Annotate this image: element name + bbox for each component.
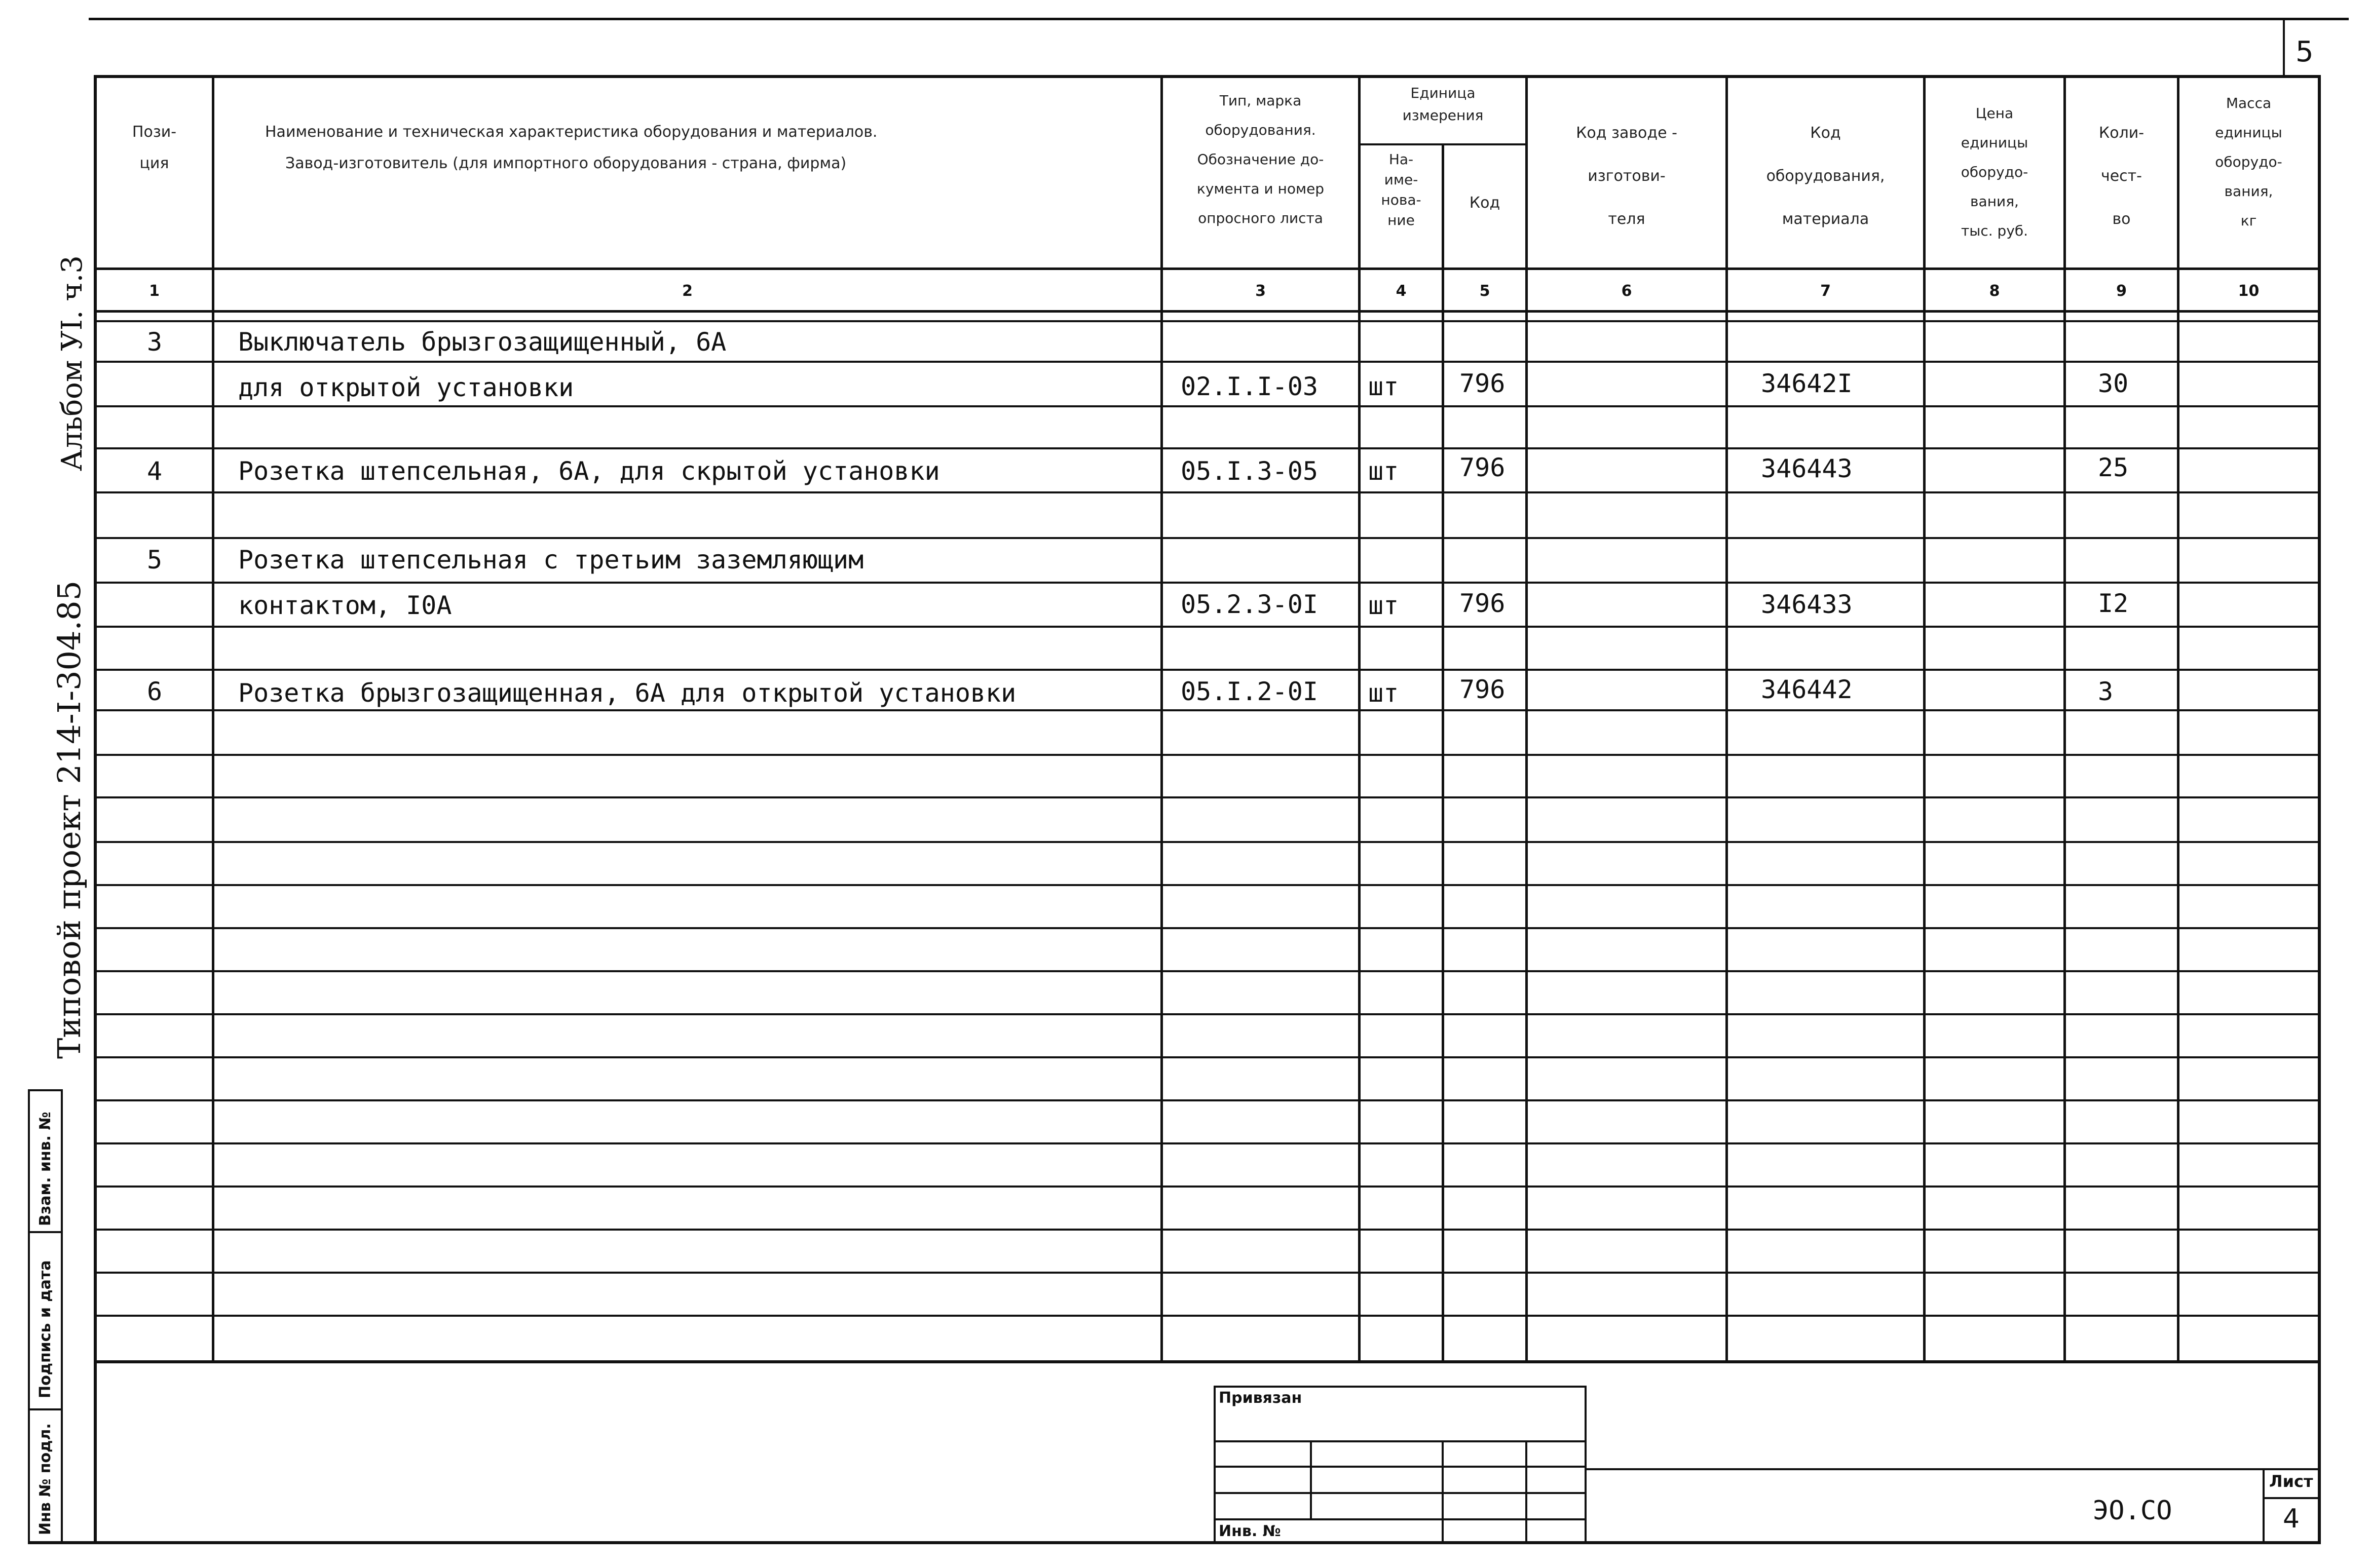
- table-row-line: [97, 669, 2318, 671]
- stamp-box-row4: [1214, 1518, 1586, 1520]
- table-row-line: [97, 796, 2318, 798]
- inv-number-label: Инв. №: [1219, 1522, 1281, 1540]
- row-position: 3: [146, 327, 163, 357]
- table-row-line: [97, 927, 2318, 929]
- table-row-line: [97, 754, 2318, 756]
- header-mass: Масса единицы оборудо- вания, кг: [2215, 95, 2282, 229]
- table-row-line: [97, 267, 2318, 270]
- table-row-line: [97, 1229, 2318, 1231]
- stamp-field-signature-date: Подпись и дата: [36, 1260, 54, 1398]
- row-equipment-code: 34642I: [1761, 369, 1853, 398]
- row-name: Розетка штепсельная, 6А, для скрытой установки: [238, 456, 940, 486]
- stamp-field-replaced-inv: Взам. инв. №: [36, 1112, 54, 1226]
- table-row-line: [97, 361, 2318, 363]
- table-row-line: [97, 970, 2318, 972]
- stamp-box-row3: [1214, 1492, 1586, 1494]
- stamp-box-row2: [1214, 1466, 1586, 1468]
- top-border-line: [89, 18, 2349, 20]
- project-label: Типовой проект 214-I-304.85: [51, 580, 88, 1059]
- table-row-line: [97, 1142, 2318, 1144]
- table-row-line: [97, 537, 2318, 539]
- column-number-7: 7: [1820, 282, 1831, 300]
- header-unit-code: Код: [1469, 194, 1500, 212]
- header-type: Тип, марка оборудования. Обозначение до- кумента и номер опросного листа: [1196, 92, 1325, 226]
- row-name: Розетка брызгозащищенная, 6А для открытой установки: [238, 678, 1017, 708]
- sheet-label: Лист: [2269, 1472, 2313, 1491]
- stamp-box-top: [1214, 1386, 1586, 1388]
- table-row-line: [97, 1315, 2318, 1317]
- row-quantity: I2: [2098, 589, 2129, 618]
- row-unit: шт: [1368, 678, 1399, 708]
- row-unit: шт: [1368, 591, 1399, 620]
- sheet-number: 4: [2283, 1504, 2300, 1534]
- frame-right: [2318, 75, 2321, 1544]
- row-name: Розетка штепсельная с третьим заземляющим: [238, 545, 864, 575]
- column-number-1: 1: [149, 282, 160, 300]
- table-row-line: [97, 1099, 2318, 1101]
- row-quantity: 3: [2098, 677, 2114, 706]
- row-quantity: 30: [2098, 369, 2129, 398]
- side-strip-top: [28, 1089, 62, 1091]
- row-unit-code: 796: [1459, 675, 1506, 704]
- frame-bottom: [28, 1541, 2321, 1544]
- stamp-box-row1: [1214, 1440, 1586, 1442]
- row-equipment-code: 346443: [1761, 454, 1853, 483]
- col-line-4: [1442, 144, 1444, 1362]
- column-number-5: 5: [1479, 282, 1490, 300]
- header-unit: Единица измерения: [1402, 85, 1484, 124]
- column-number-8: 8: [1989, 282, 2000, 300]
- document-code: ЭО.СО: [2093, 1496, 2172, 1526]
- column-number-10: 10: [2238, 282, 2260, 300]
- row-unit: шт: [1368, 372, 1399, 401]
- header-name: Наименование и техническая характеристика оборудования и материалов. Завод-изготовитель (для импортного оборудования - страна, фирма): [265, 123, 878, 172]
- stamp-box-col2: [1442, 1440, 1444, 1542]
- table-row-line: [97, 582, 2318, 584]
- unit-subheader-line: [1358, 143, 1525, 145]
- stamp-box-col1: [1310, 1440, 1312, 1519]
- header-unit-name: На- име- нова- ние: [1381, 151, 1421, 228]
- table-row-line: [97, 405, 2318, 407]
- side-strip-inner: [61, 1089, 63, 1543]
- header-manufacturer-code: Код заводе - изготови- теля: [1576, 124, 1677, 228]
- row-name: для открытой установки: [238, 373, 574, 402]
- row-equipment-code: 346442: [1761, 675, 1853, 704]
- table-row-line: [97, 1185, 2318, 1188]
- row-position: 6: [146, 677, 163, 706]
- row-position: 4: [146, 456, 163, 486]
- table-row-line: [97, 447, 2318, 449]
- page-number-box-left: [2283, 18, 2285, 75]
- privyazan-label: Привязан: [1219, 1389, 1302, 1407]
- column-number-6: 6: [1621, 282, 1632, 300]
- frame-top: [94, 75, 2321, 78]
- row-type: 05.I.3-05: [1181, 456, 1318, 486]
- sheet-cell-divider: [2263, 1497, 2320, 1499]
- row-unit-code: 796: [1459, 453, 1506, 482]
- page-number: 5: [2296, 35, 2314, 68]
- header-equipment-code: Код оборудования, материала: [1766, 124, 1885, 228]
- row-name: контактом, I0А: [238, 591, 452, 620]
- table-row-line: [97, 1272, 2318, 1274]
- table-row-line: [97, 1056, 2318, 1058]
- side-strip-div2: [28, 1408, 62, 1410]
- table-row-line: [97, 491, 2318, 493]
- sheet-cell-left: [2263, 1468, 2265, 1544]
- title-main-top: [1586, 1468, 2320, 1470]
- row-unit: шт: [1368, 456, 1399, 486]
- row-type: 05.2.3-0I: [1181, 590, 1318, 619]
- row-position: 5: [146, 545, 163, 575]
- stamp-box-col3: [1525, 1440, 1527, 1542]
- row-unit-code: 796: [1459, 589, 1506, 618]
- row-equipment-code: 346433: [1761, 590, 1853, 619]
- row-type: 05.I.2-0I: [1181, 677, 1318, 706]
- table-row-line: [97, 841, 2318, 843]
- title-block-top: [94, 1360, 2321, 1363]
- table-row-line: [97, 1013, 2318, 1015]
- column-number-4: 4: [1396, 282, 1407, 300]
- header-price: Цена единицы оборудо- вания, тыс. руб.: [1961, 105, 2028, 239]
- row-quantity: 25: [2098, 453, 2129, 482]
- stamp-field-original-inv: Инв № подл.: [36, 1423, 54, 1535]
- table-row-line: [97, 626, 2318, 628]
- column-number-9: 9: [2116, 282, 2127, 300]
- row-unit-code: 796: [1459, 369, 1506, 398]
- table-row-line: [97, 310, 2318, 313]
- row-name: Выключатель брызгозащищенный, 6А: [238, 327, 727, 357]
- table-row-line: [97, 884, 2318, 886]
- side-strip-div1: [28, 1231, 62, 1233]
- table-row-line: [97, 320, 2318, 322]
- album-label: Альбом УI. ч.3: [56, 255, 89, 471]
- column-number-3: 3: [1255, 282, 1266, 300]
- row-type: 02.I.I-03: [1181, 372, 1318, 401]
- header-quantity: Коли- чест- во: [2098, 124, 2145, 228]
- header-position: Пози- ция: [132, 123, 177, 172]
- column-number-2: 2: [682, 282, 693, 300]
- side-strip-left: [28, 1089, 30, 1543]
